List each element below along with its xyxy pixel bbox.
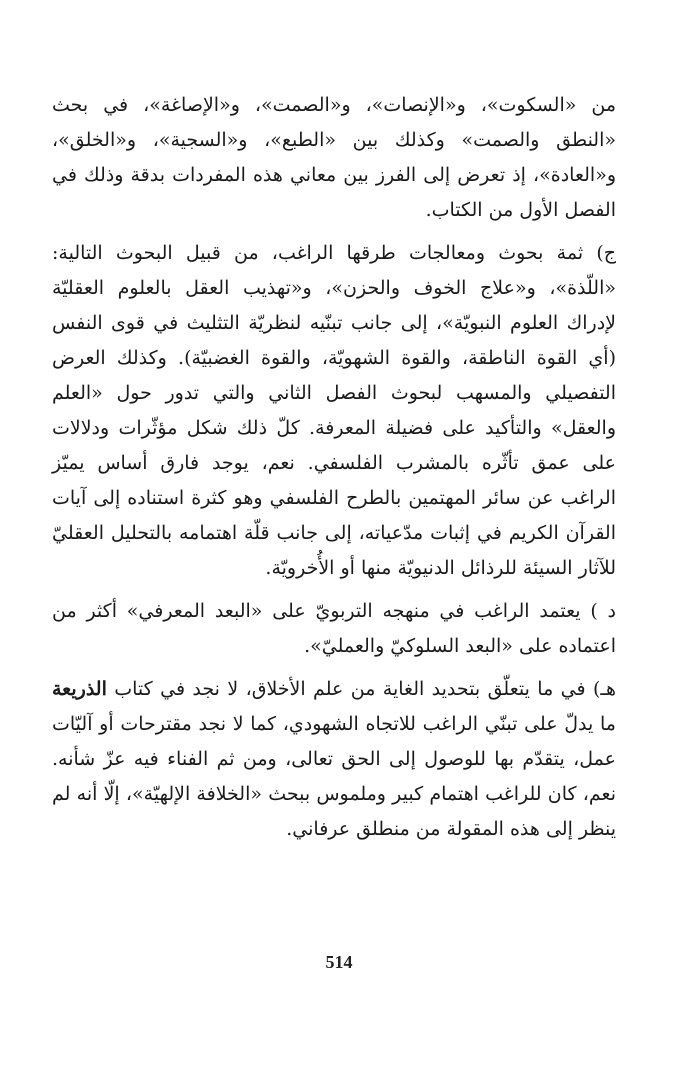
book-title: الذريعة [52,678,107,700]
paragraph-text: من «السكوت»، و«الإنصات»، و«الصمت»، و«الإصاغة»، في بحث «النطق والصمت» وكذلك بين «الطبع»، و«السجية»، و«الخلق»، و«العادة»، إذ تعرض إلى الفرز بين معاني هذه المفردات بدقة وذلك في الفصل الأول من الكتاب. [52,94,616,221]
paragraph-continued [52,88,616,228]
list-marker: ج) [596,242,616,264]
paragraph-text: يعتمد الراغب في منهجه التربويّ على «البعد المعرفي» أكثر من اعتماده على «البعد السلوكيّ والعمليّ». [52,600,616,657]
page-number: 514 [325,952,353,972]
paragraph-text-after: ما يدلّ على تبنّي الراغب للاتجاه الشهودي، كما لا نجد مقترحات أو آليّات عمل، يتقدّم بها للوصول إلى الحق تعالى، ومن ثم الفناء فيه عزّ شأنه. نعم، كان للراغب اهتمام كبير وملموس ببحث «الخلافة الإلهيّة»، إلّا أنه لم ينظر إلى هذه المقولة من منطلق عرفاني. [52,713,616,840]
paragraph-jeem [52,236,616,586]
paragraph-dal [52,594,616,664]
paragraph-ha [52,672,616,847]
paragraph-text-before: في ما يتعلّق بتحديد الغاية من علم الأخلاق، لا نجد في كتاب [106,678,593,700]
body-text [52,88,616,855]
list-marker: هـ) [593,678,616,700]
list-marker: د ) [590,600,617,622]
paragraph-text: ثمة بحوث ومعالجات طرقها الراغب، من قبيل البحوث التالية: «اللّذة»، و«علاج الخوف والحزن»، و«تهذيب العقل بالعلوم العقليّة لإدراك العلوم النبويّة»، إلى جانب تبنّيه لنظريّة التثليث في قوى النفس (أي القوة الناطقة، والقوة الشهويّة، والقوة الغضبيّة). وكذلك العرض التفصيلي والمسهب لبحوث الفصل الثاني والتي تدور حول «العلم والعقل» والتأكيد على فضيلة المعرفة. كلّ ذلك شكل مؤثّرات ودلالات على عمق تأثّره بالمشرب الفلسفي. نعم، يوجد فارق أساس يميّز الراغب عن سائر المهتمين بالطرح الفلسفي وهو كثرة استناده إلى آيات القرآن الكريم في إثبات مدّعياته، إلى جانب قلّة اهتمامه بالتحليل العقليّ للآثار السيئة للرذائل الدنيويّة منها أو الأُخرويّة. [52,242,616,579]
